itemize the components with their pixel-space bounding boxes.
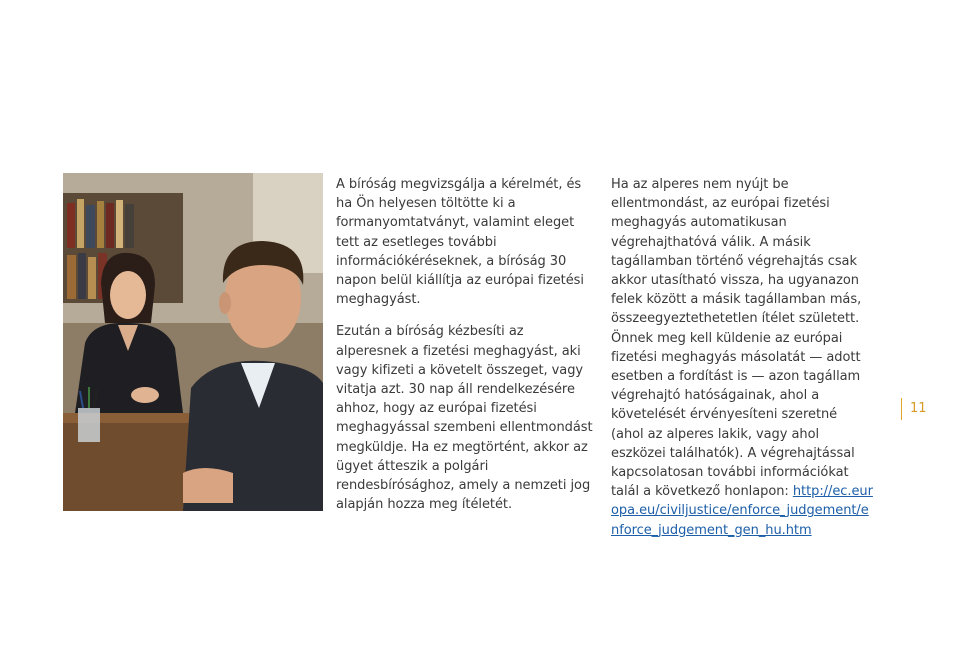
paragraph-enforcement [611, 175, 873, 540]
photo-credit: © Istockphoto.com [363, 578, 373, 665]
text-column-right [611, 175, 873, 540]
enforcement-link[interactable]: http://ec.europa.eu/civiljustice/enforce_judgement/enforce_judgement_gen_hu.htm [611, 484, 873, 538]
photo-illustration [63, 173, 323, 511]
paragraph-review: A bíróság megvizsgálja a kérelmét, és ha Ön helyesen töltötte ki a formanyomtatványt, valamint eleget tett az esetleges további információkéréseknek, a bíróság 30 napon belül kiállítja az európai fizetési meghagyást. [336, 177, 584, 308]
text-column-left [336, 175, 598, 514]
paragraph-service: Ezután a bíróság kézbesíti az alperesnek a fizetési meghagyást, aki vagy kifizeti a követelt összeget, vagy vitatja azt. 30 nap áll rendelkezésére ahhoz, hogy az európai fizetési meghagyással szembeni ellentmondást megküldje. Ha ez megtörtént, akkor az ügyet átteszik a polgári rendesbírósághoz, amely a nemzeti jog alapján hozza meg ítéletét. [336, 324, 593, 513]
page-number: 11 [901, 398, 927, 420]
photo-lawyers-meeting [63, 173, 373, 665]
enforcement-text: Ha az alperes nem nyújt be ellentmondást, az európai fizetési meghagyás automatikusan végrehajthatóvá válik. A másik tagállamban történő végrehajtás csak akkor utasítható vissza, ha ugyanazon felek között a másik tagállamban más, összeegyeztethetetlen ítélet született. Önnek meg kell küldenie az európai fizetési meghagyás másolatát — adott esetben a fordítást is — azon tagállam végrehajtó hatóságainak, ahol a követelését érvényesíteni szeretné (ahol az alperes lakik, vagy ahol eszközei találhatók). A végrehajtással kapcsolatosan további információkat talál a következő honlapon: [611, 177, 862, 500]
